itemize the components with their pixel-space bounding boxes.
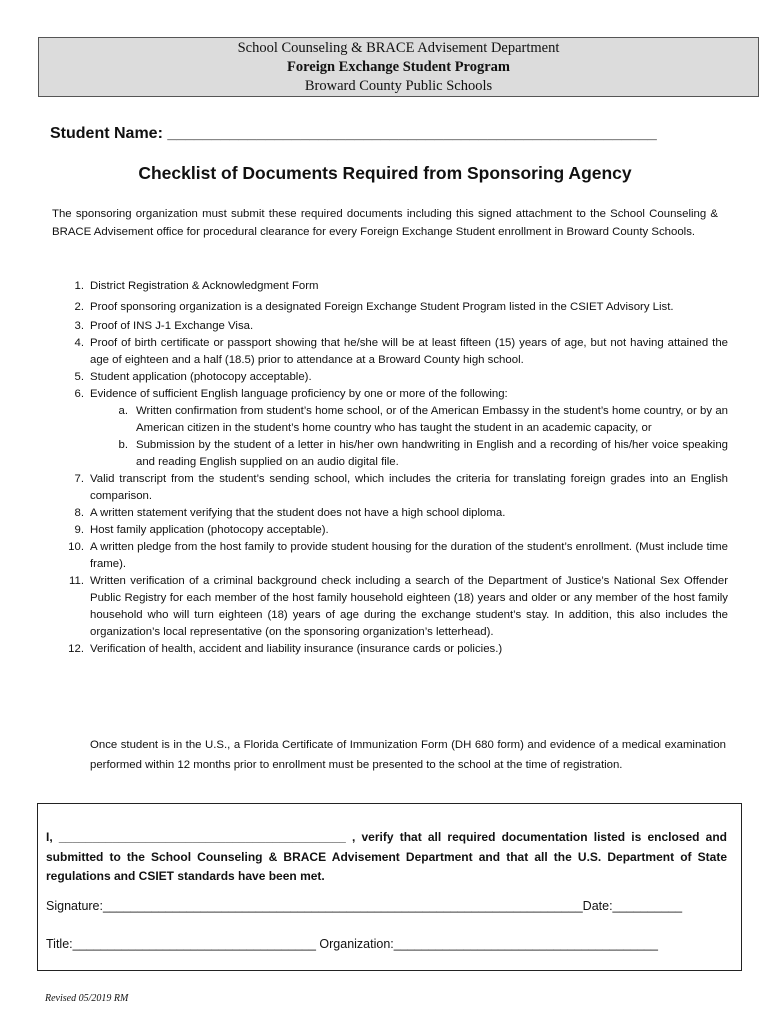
- item-number: 11.: [69, 575, 84, 587]
- page-title: Checklist of Documents Required from Sponsoring Agency: [138, 163, 632, 183]
- item-number: 12.: [68, 643, 84, 655]
- item-number: 2.: [74, 301, 84, 313]
- header-district: Broward County Public Schools: [304, 78, 493, 94]
- header-box: [38, 37, 759, 97]
- list-item: [52, 471, 728, 505]
- sub-list-item: [52, 403, 728, 437]
- list-item: [52, 297, 728, 318]
- list-item: [52, 278, 728, 295]
- list-item: [52, 318, 728, 335]
- sub-item-letter: a.: [118, 405, 128, 417]
- header-department: School Counseling & BRACE Advisement Department: [237, 40, 560, 56]
- revision-note: Revised 05/2019 RM: [45, 993, 129, 1004]
- item-text: Proof of birth certificate or passport showing that he/she will be at least fifteen (15) years of age, but not having attained the age of eighteen and a half (18.5) prior to attendance at a Broward County high school.: [90, 337, 728, 366]
- item-number: 5.: [74, 371, 84, 383]
- student-name-field[interactable]: Student Name: _______________________________________________________: [50, 125, 657, 142]
- list-item: [52, 505, 728, 522]
- item-text: A written statement verifying that the student does not have a high school diploma.: [90, 507, 506, 519]
- verification-statement: I, ___________________________________________ , verify that all required documentation listed is enclosed and submitted to the School Counseling & BRACE Advisement Department and that all the U.S. Department of State regulations and CSIET standards have been met.: [46, 830, 727, 883]
- list-item: [52, 386, 728, 403]
- immunization-note: Once student is in the U.S., a Florida Certificate of Immunization Form (DH 680 form) and evidence of a medical examination performed within 12 months prior to enrollment must be presented to the school at the time of registration.: [90, 739, 726, 771]
- item-text: Host family application (photocopy acceptable).: [90, 524, 329, 536]
- item-text: Verification of health, accident and liability insurance (insurance cards or policies.): [90, 643, 503, 655]
- item-text: Evidence of sufficient English language proficiency by one or more of the following:: [90, 388, 508, 400]
- list-item: [52, 335, 728, 369]
- item-number: 10.: [68, 541, 84, 553]
- item-number: 4.: [74, 337, 84, 349]
- list-item: [52, 539, 728, 573]
- sub-item-letter: b.: [118, 439, 128, 451]
- intro-paragraph: The sponsoring organization must submit these required documents including this signed attachment to the School Counseling & BRACE Advisement office for procedural clearance for every Foreign Exchange Student enrollment in Broward County Schools.: [52, 208, 718, 238]
- title-organization-field[interactable]: Title:___________________________________ Organization:______________________________________: [46, 937, 658, 951]
- item-text: Proof sponsoring organization is a designated Foreign Exchange Student Program listed in the CSIET Advisory List.: [90, 301, 674, 313]
- item-text: Valid transcript from the student’s sending school, which includes the criteria for translating foreign grades into an English comparison.: [90, 473, 728, 502]
- item-number: 9.: [74, 524, 84, 536]
- item-text: District Registration & Acknowledgment Form: [90, 280, 319, 292]
- item-number: 1.: [74, 280, 84, 292]
- checklist: [52, 278, 728, 658]
- list-item: [52, 641, 728, 658]
- item-text: Proof of INS J-1 Exchange Visa.: [90, 320, 254, 332]
- list-item: [52, 573, 728, 641]
- item-number: 7.: [74, 473, 84, 485]
- item-text: Written verification of a criminal background check including a search of the Department of Justice’s National Sex Offender Public Registry for each member of the host family household eighteen (18) years and older or any member of the host family household who will turn eighteen (18) years of age during the exchange student’s stay. In addition, this also includes the organization’s local representative (on the sponsoring organization’s letterhead).: [90, 575, 728, 638]
- list-item: [52, 369, 728, 386]
- sub-list-item: [52, 437, 728, 471]
- item-number: 8.: [74, 507, 84, 519]
- sub-item-text: Written confirmation from student’s home school, or of the American Embassy in the student’s home country, or by an American citizen in the student’s home country who has taught the student in an academic capacity, or: [136, 405, 728, 434]
- item-number: 6.: [74, 388, 84, 400]
- verification-box: [37, 803, 742, 971]
- sub-item-text: Submission by the student of a letter in his/her own handwriting in English and a recording of his/her voice speaking and reading English supplied on an audio digital file.: [136, 439, 728, 468]
- item-number: 3.: [74, 320, 84, 332]
- item-text: A written pledge from the host family to provide student housing for the duration of the student’s enrollment. (Must include time frame).: [90, 541, 728, 570]
- list-item: [52, 522, 728, 539]
- signature-date-field[interactable]: Signature:_____________________________________________________________________Date:__________: [46, 899, 683, 913]
- item-text: Student application (photocopy acceptable).: [90, 371, 312, 383]
- header-program: Foreign Exchange Student Program: [286, 59, 510, 75]
